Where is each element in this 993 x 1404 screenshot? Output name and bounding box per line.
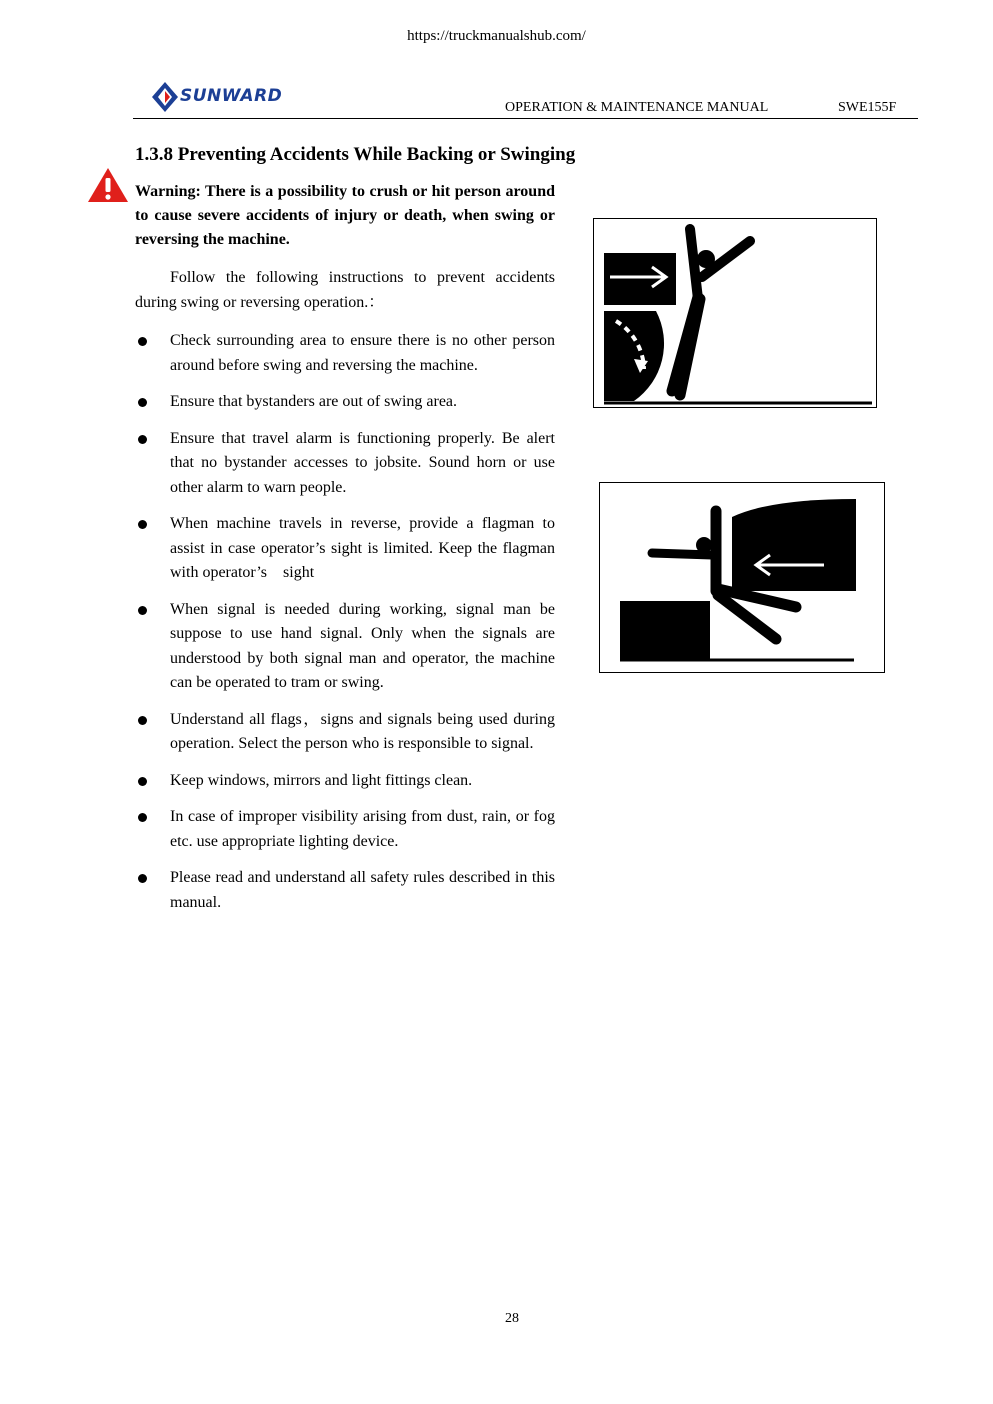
bullet-icon (138, 716, 147, 725)
safety-instructions-list (135, 329, 555, 927)
warning-triangle-icon (87, 167, 129, 203)
list-item: Ensure that travel alarm is functioning properly. Be alert that no bystander accesses to jobsite. Sound horn or use other alarm to warn people. (135, 427, 555, 501)
sunward-logo-mark-icon (152, 82, 178, 112)
bullet-icon (138, 398, 147, 407)
page-number: 28 (505, 1311, 519, 1326)
bullet-icon (138, 874, 147, 883)
swing-crush-hazard-icon (594, 219, 876, 407)
list-item: Understand all flags，signs and signals being used during operation. Select the person who is responsible to signal. (135, 708, 555, 757)
bullet-icon (138, 520, 147, 529)
list-item: When signal is needed during working, signal man be suppose to use hand signal. Only when the signals are understood by both signal man and operator, the machine can be operated to tram or swing. (135, 598, 555, 696)
manual-title: OPERATION & MAINTENANCE MANUAL (505, 100, 769, 115)
section-title: 1.3.8 Preventing Accidents While Backing or Swinging (135, 144, 576, 165)
intro-paragraph: Follow the following instructions to prevent accidents during swing or reversing operation.： (135, 269, 555, 311)
list-item: Check surrounding area to ensure there is no other person around before swing and reversing the machine. (135, 329, 555, 378)
bullet-icon (138, 435, 147, 444)
source-url: https://truckmanualshub.com/ (407, 28, 586, 44)
list-item: In case of improper visibility arising from dust, rain, or fog etc. use appropriate lighting device. (135, 805, 555, 854)
bullet-icon (138, 777, 147, 786)
bullet-icon (138, 606, 147, 615)
sunward-logo (152, 80, 282, 114)
list-item: Please read and understand all safety rules described in this manual. (135, 866, 555, 915)
warning-text: Warning: There is a possibility to crush or hit person around to cause severe accidents of injury or death, when swing or reversing the machine. (135, 183, 555, 248)
bullet-icon (138, 337, 147, 346)
reversing-crush-hazard-icon (600, 483, 884, 672)
model-number: SWE155F (838, 100, 897, 115)
list-item: When machine travels in reverse, provide a flagman to assist in case operator’s sight is limited. Keep the flagman with operator’s sight (135, 512, 555, 586)
reversing-hazard-figure (599, 482, 885, 673)
list-item: Ensure that bystanders are out of swing area. (135, 390, 555, 415)
brand-name: SUNWARD (180, 86, 283, 106)
header-divider (133, 118, 918, 119)
list-item: Keep windows, mirrors and light fittings clean. (135, 769, 555, 794)
bullet-icon (138, 813, 147, 822)
swing-hazard-figure (593, 218, 877, 408)
